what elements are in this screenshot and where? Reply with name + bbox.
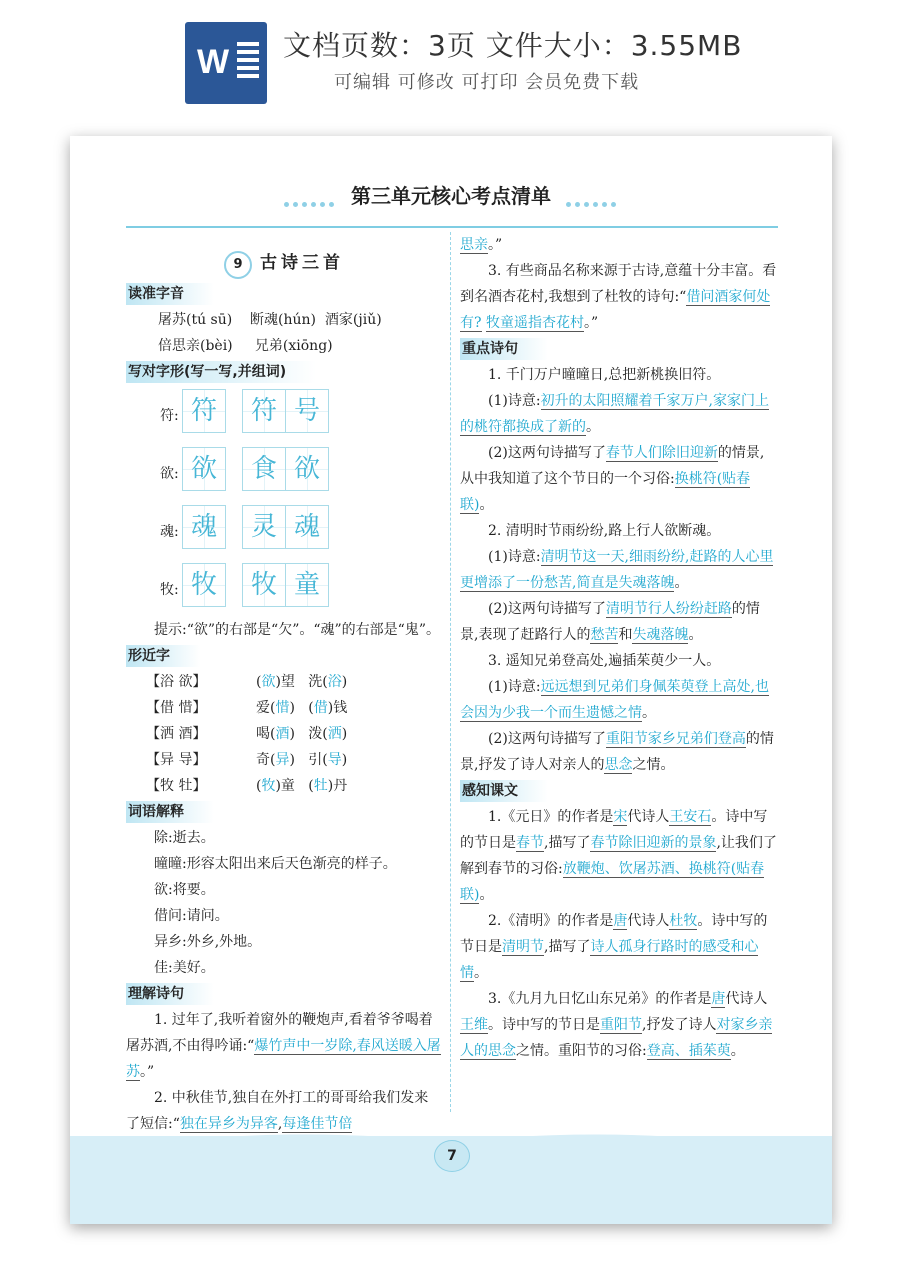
word-part: ) <box>289 700 295 716</box>
text: 。诗中写的节日是 <box>460 809 768 851</box>
similar-pair: 【借 惜】 <box>146 700 207 716</box>
key-line-2-scene <box>460 596 778 648</box>
answer: 登高、插茱萸 <box>646 1043 731 1059</box>
writing-row <box>126 501 442 559</box>
text: , <box>277 1116 283 1132</box>
text: 。 <box>730 1043 745 1059</box>
download-banner <box>0 0 900 130</box>
text: 3. 有些商品名称来源于古诗,意蕴十分丰富。看到名酒杏花村,我想到了杜牧的诗句:“ <box>460 263 777 305</box>
text: 。” <box>140 1064 155 1080</box>
understand-q1 <box>126 1007 442 1085</box>
similar-pair: 【异 导】 <box>146 752 207 768</box>
answer: 唐 <box>613 913 628 929</box>
answer: 换桃符(贴春联) <box>460 471 751 513</box>
text: 的情景,从中我知道了这个节日的一个习俗: <box>460 445 765 487</box>
perception-2 <box>460 908 778 986</box>
answer: 独在异乡为异客 <box>179 1116 278 1132</box>
word-meaning-item: 曈曈:形容太阳出来后天色渐亮的样子。 <box>154 856 397 872</box>
writing-cell: 欲 <box>182 447 226 491</box>
answer: 远远想到兄弟们身佩茱萸登上高处,也会因为少我一个而生遗憾之情 <box>460 679 770 721</box>
answer: 借 <box>313 700 328 716</box>
text: 2. 中秋佳节,独自在外打工的哥哥给我们发来了短信:“ <box>126 1090 429 1132</box>
text: 。” <box>488 237 503 253</box>
perception-1 <box>460 804 778 908</box>
text: 1.《元日》的作者是 <box>488 809 614 825</box>
answer: 思念 <box>604 757 633 773</box>
text: 。 <box>688 627 703 643</box>
writing-row <box>126 385 442 443</box>
file-info-title: 文档页数：3页 文件大小：3.55MB <box>283 29 743 62</box>
writing-cell: 魂 <box>182 505 226 549</box>
answer: 重阳节家乡兄弟们登高 <box>605 731 746 747</box>
answer: 诗人孤身行路时的感受和心情 <box>460 939 759 981</box>
text: 。 <box>642 705 656 721</box>
document-lines-icon <box>237 42 259 82</box>
answer: 牡 <box>313 778 328 794</box>
section-word-meaning: 词语解释 <box>126 801 214 823</box>
section-text-perception: 感知课文 <box>460 780 548 802</box>
word-part: ) <box>341 726 348 742</box>
text: ,描写了 <box>544 835 591 851</box>
word-part: ( <box>256 674 262 690</box>
text: 代诗人 <box>725 991 768 1007</box>
word-meaning-item: 欲:将要。 <box>154 882 215 898</box>
answer: 重阳节 <box>600 1017 642 1033</box>
word-part: 爱( <box>256 700 276 716</box>
lesson-heading <box>126 248 442 279</box>
answer: 借问酒家何处有? <box>460 289 771 331</box>
answer: 清明节 <box>502 939 544 955</box>
word-part: ) <box>289 726 295 742</box>
answer: 王安石 <box>669 809 712 825</box>
writing-cell: 欲 <box>285 447 329 491</box>
writing-label: 符: <box>160 408 179 424</box>
text: 。 <box>479 497 494 513</box>
writing-cell: 魂 <box>285 505 329 549</box>
answer: 思亲 <box>460 237 488 253</box>
writing-label: 欲: <box>160 466 179 482</box>
word-part: ) <box>289 752 295 768</box>
word-part: ( <box>256 778 262 794</box>
unit-title: 第三单元核心考点清单 <box>351 184 551 208</box>
section-writing: 写对字形(写一写,并组词) <box>126 361 316 383</box>
answer: 春节除旧迎新的景象 <box>590 835 717 851</box>
word-part: 引( <box>308 752 328 768</box>
answer: 宋 <box>613 809 628 825</box>
text: ,抒发了诗人 <box>642 1017 717 1033</box>
word-part: )童 <box>275 778 295 794</box>
similar-pair: 【洒 酒】 <box>146 726 207 742</box>
lesson-number: 9 <box>224 251 252 279</box>
answer: 惜 <box>275 700 290 716</box>
text: 代诗人 <box>627 913 670 929</box>
section-pronunciation: 读准字音 <box>126 283 214 305</box>
word-meaning-item: 除:逝去。 <box>154 830 215 846</box>
answer: 洒 <box>327 726 342 742</box>
text: 3.《九月九日忆山东兄弟》的作者是 <box>488 991 712 1007</box>
lesson-title: 古诗三首 <box>260 253 344 273</box>
pronunciation-line-1 <box>126 307 442 333</box>
word-part: )钱 <box>327 700 348 716</box>
key-line-1-scene <box>460 440 778 518</box>
answer: 放鞭炮、饮屠苏酒、换桃符(贴春联) <box>460 861 765 903</box>
word-document-icon <box>185 22 267 104</box>
writing-cell: 号 <box>285 389 329 433</box>
word-part: ) <box>341 674 348 690</box>
text: 。诗中写的节日是 <box>460 913 768 955</box>
key-line-3-scene <box>460 726 778 778</box>
text: 2.《清明》的作者是 <box>488 913 614 929</box>
answer: 异 <box>275 752 290 768</box>
word-part: ( <box>308 700 314 716</box>
pron-item: 屠苏(tú sū) <box>158 312 233 328</box>
text: 1. 过年了,我听着窗外的鞭炮声,看着爷爷喝着屠苏酒,不由得吟诵:“ <box>126 1012 433 1054</box>
text: 。诗中写的节日是 <box>488 1017 600 1033</box>
text: ,让我们了解到春节的习俗: <box>460 835 777 877</box>
answer: 清明节行人纷纷赶路 <box>605 601 732 617</box>
answer: 唐 <box>711 991 726 1007</box>
text: (2)这两句诗描写了 <box>488 445 606 461</box>
answer: 每逢佳节倍 <box>282 1116 353 1132</box>
similar-row <box>146 721 442 747</box>
answer: 浴 <box>327 674 342 690</box>
word-part: 喝( <box>256 726 276 742</box>
answer: 牧 <box>261 778 276 794</box>
answer: 对家乡亲人的思念 <box>460 1017 773 1059</box>
title-rule <box>126 226 778 228</box>
similar-row <box>146 773 442 799</box>
answer: 牧童遥指杏花村 <box>485 315 584 331</box>
text: 。 <box>674 575 689 591</box>
page-number: 7 <box>434 1140 470 1172</box>
pron-item: 酒家(jiǔ) <box>324 312 382 328</box>
similar-pair: 【浴 欲】 <box>146 674 207 690</box>
text: (1)诗意: <box>488 549 541 565</box>
answer: 愁苦 <box>590 627 619 643</box>
writing-cell: 灵 <box>242 505 286 549</box>
text: 。 <box>474 965 488 981</box>
word-part: )丹 <box>327 778 348 794</box>
answer: 春节 <box>516 835 544 851</box>
similar-row <box>146 669 442 695</box>
pron-item: 断魂(hún) <box>250 312 317 328</box>
word-meaning-item: 佳:美好。 <box>154 960 215 976</box>
key-line-3-meaning <box>460 674 778 726</box>
writing-tip: 提示:“欲”的右部是“欠”。“魂”的右部是“鬼”。 <box>154 622 440 638</box>
answer: 导 <box>327 752 342 768</box>
writing-row <box>126 559 442 617</box>
text: 之情。重阳节的习俗: <box>516 1043 647 1059</box>
text: 之情。 <box>632 757 675 773</box>
writing-cell: 童 <box>285 563 329 607</box>
perception-3 <box>460 986 778 1064</box>
continued-answer <box>460 232 778 258</box>
left-column <box>126 240 442 1137</box>
section-understand-poems: 理解诗句 <box>126 983 214 1005</box>
section-key-lines: 重点诗句 <box>460 338 548 360</box>
answer: 春节人们除旧迎新 <box>605 445 718 461</box>
answer: 初升的太阳照耀着千家万户,家家门上的桃符都换成了新的 <box>460 393 770 435</box>
text: 。 <box>479 887 494 903</box>
writing-cell: 牧 <box>242 563 286 607</box>
answer: 杜牧 <box>669 913 698 929</box>
word-part: 洗( <box>308 674 328 690</box>
writing-cell: 食 <box>242 447 286 491</box>
title-dots-right <box>566 192 620 198</box>
similar-pair: 【牧 牡】 <box>146 778 207 794</box>
section-similar-chars: 形近字 <box>126 645 200 667</box>
word-part: 泼( <box>308 726 328 742</box>
file-info-subtitle: 可编辑 可修改 可打印 会员免费下载 <box>334 72 640 93</box>
word-letter-w-icon: W <box>196 43 230 81</box>
answer: 欲 <box>261 674 276 690</box>
text: 的情景,表现了赶路行人的 <box>460 601 760 643</box>
pron-item: 倍思亲(bèi) <box>158 338 233 354</box>
writing-row <box>126 443 442 501</box>
pron-item: 兄弟(xiōng) <box>254 338 333 354</box>
text: (1)诗意: <box>488 679 541 695</box>
text: (1)诗意: <box>488 393 541 409</box>
word-part: ) <box>341 752 348 768</box>
text: 的情景,抒发了诗人对亲人的 <box>460 731 774 773</box>
text: (2)这两句诗描写了 <box>488 731 606 747</box>
document-page <box>70 136 832 1224</box>
answer: 酒 <box>275 726 290 742</box>
word-part: ( <box>308 778 314 794</box>
similar-row <box>146 747 442 773</box>
key-line-2-meaning <box>460 544 778 596</box>
pronunciation-line-2 <box>126 333 442 359</box>
similar-row <box>146 695 442 721</box>
key-line-2: 2. 清明时节雨纷纷,路上行人欲断魂。 <box>488 523 721 539</box>
right-column <box>460 232 778 1064</box>
answer: 王维 <box>460 1017 488 1033</box>
text: 代诗人 <box>627 809 670 825</box>
column-divider <box>450 232 451 1112</box>
word-part: 奇( <box>256 752 276 768</box>
text: 。 <box>586 419 600 435</box>
writing-label: 魂: <box>160 524 179 540</box>
answer: 爆竹声中一岁除,春风送暖入屠苏 <box>126 1038 441 1080</box>
key-line-1: 1. 千门万户曈曈日,总把新桃换旧符。 <box>488 367 721 383</box>
text: ,描写了 <box>544 939 591 955</box>
understand-q3 <box>460 258 778 336</box>
text: 。” <box>583 315 599 331</box>
writing-label: 牧: <box>160 582 179 598</box>
writing-cell: 牧 <box>182 563 226 607</box>
writing-cell: 符 <box>242 389 286 433</box>
answer: 清明节这一天,细雨纷纷,赶路的人心里更增添了一份愁苦,简直是失魂落魄 <box>460 549 774 591</box>
writing-cell: 符 <box>182 389 226 433</box>
key-line-1-meaning <box>460 388 778 440</box>
word-part: )望 <box>275 674 295 690</box>
answer: 失魂落魄 <box>632 627 689 643</box>
word-meaning-item: 异乡:外乡,外地。 <box>154 934 262 950</box>
text: (2)这两句诗描写了 <box>488 601 606 617</box>
key-line-3: 3. 遥知兄弟登高处,遍插茱萸少一人。 <box>488 653 721 669</box>
text: 和 <box>618 627 633 643</box>
word-meaning-item: 借问:请问。 <box>154 908 229 924</box>
